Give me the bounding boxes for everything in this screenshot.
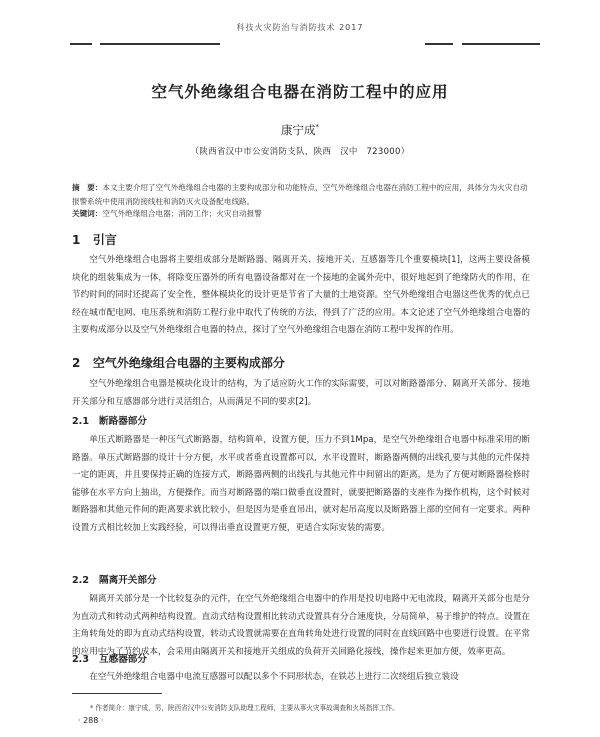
author-mark: * [315,123,319,132]
abstract [72,181,532,208]
subsection-2-1-title: 断路器部分 [99,416,147,427]
subsection-2-2-title: 隔离开关部分 [99,575,157,586]
section-1-title: 引言 [92,233,117,247]
header-rule-right [425,43,453,45]
section-2-heading [72,354,285,371]
section-1-paragraph: 空气外绝缘组合电器将主要组成部分是断路器、隔离开关、接地开关、互感器等几个重要模块[1]，这两主要设备模块化的组装集成为一体，将除变压器外的所有电器设备都对在一个接地的金属外壳中，很好地起到了绝缘防火的作用，在节约时间的同时还提高了安全性，整体模块化的设计更是节省了大量的土地资源。空气外绝缘组合电器这些优秀的优点已经在城市配电网、电压系统和消防工程行业中取代了传统的方法，得到了广泛的应用。本文论述了空气外绝缘组合电器的主要构成部分以及空气外绝缘组合电器的特点，探讨了空气外绝缘组合电器在消防工程中发挥的作用。 [72,255,530,335]
subsection-2-1-number: 2.1 [72,416,89,427]
subsection-2-3-number: 2.3 [72,654,89,665]
paper-title: 空气外绝缘组合电器在消防工程中的应用 [151,83,449,101]
abstract-text: 本文主要介绍了空气外绝缘组合电器的主要构成部分和功能特点，空气外绝缘组合电器在消防工程中的应用，具体分为火灾自动报警系统中使用消防接线柱和消防灭火设备配电线路。 [72,183,528,206]
footnote-rule [72,693,162,694]
section-2-title: 空气外绝缘组合电器的主要构成部分 [92,356,285,370]
subsection-2-3-title: 互感器部分 [99,654,147,665]
author-name: 康宁成 [281,123,316,137]
header-rule-right-long [462,43,540,45]
subsection-2-2-heading [72,572,157,586]
keywords-text: 空气外绝缘组合电器；消防工作；火灾自动报警 [102,209,262,218]
subsection-2-3-heading [72,651,147,665]
keywords [72,208,532,219]
section-1-heading [72,231,117,248]
journal-header: 科技火灾防治与消防技术 2017 [236,23,364,32]
subsection-2-1-paragraph: 单压式断路器是一种压气式断路器，结构简单，设置方便，压力不到1Mpa，是空气外绝缘组合电器中标准采用的断路器。单压式断路器的设计十分方便，水平或者垂直设置都可以，水平设置时，断路器两侧的出线孔要与其他的元件保持一定的距离，并且要保持正确的连接方式，断路器两侧的出线孔与其他元件中间留出的距离，是为了方便对断路器检修时能够在水平方向上抽出，方便操作。而当对断路器的端口做垂直设置时，就要把断路器的支座作为操作机构，这个时候对断路器和其他元件间的距离要求就比较小，但是因为是垂直吊出，就对起吊高度以及断路器上部的空间有一定要求。两种设置方式相比较加上实践经验，可以得出垂直设置更方便，更适合实际安装的需要。 [72,435,530,533]
author [0,122,600,138]
subsection-2-2-number: 2.2 [72,575,89,586]
subsection-2-3-paragraph: 在空气外绝缘组合电器中电流互感器可以配以多个不同形状态，在铁芯上进行二次绕组后独立装设 [89,672,459,682]
affiliation: （陕西省汉中市公安消防支队，陕西 汉中 723000） [190,147,410,157]
footnote: * 作者简介：康宁成，男，陕西省汉中公安消防支队助理工程师，主要从事火灾事故调查和火场指挥工作。 [90,704,399,712]
page-number: · 288 · [78,716,104,725]
section-2-paragraph: 空气外绝缘组合电器是模块化设计的结构，为了适应防火工作的实际需要，可以对断路器部分、隔离开关部分、接地开关部分和互感器部分进行灵活组合，从而满足不同的要求[2]。 [72,379,530,407]
section-1-number: 1 [72,233,81,247]
keywords-label: 关键词： [72,209,103,218]
section-2-number: 2 [72,356,81,370]
header-rule-left [70,43,92,45]
header-rule-left-long [100,43,220,45]
subsection-2-1-heading [72,413,147,427]
subsection-2-2-paragraph: 隔离开关部分是一个比较复杂的元件，在空气外绝缘组合电器中的作用是投切电路中无电流段，隔离开关部分也是分为直动式和转动式两种结构设置。直动式结构设置相比转动式设置具有分合速度快，分局简单，易于维护的特点。设置在主角转角处的即为直动式结构设置，转动式设置就需要在直角转角处进行设置的同时在直线回路中也要进行设置。在平常的应用中为了节约成本，会采用由隔离开关和接地开关组成的负荷开关回路化接线，操作起来更加方便，效率更高。 [72,594,530,657]
abstract-label: 摘 要： [72,183,103,192]
